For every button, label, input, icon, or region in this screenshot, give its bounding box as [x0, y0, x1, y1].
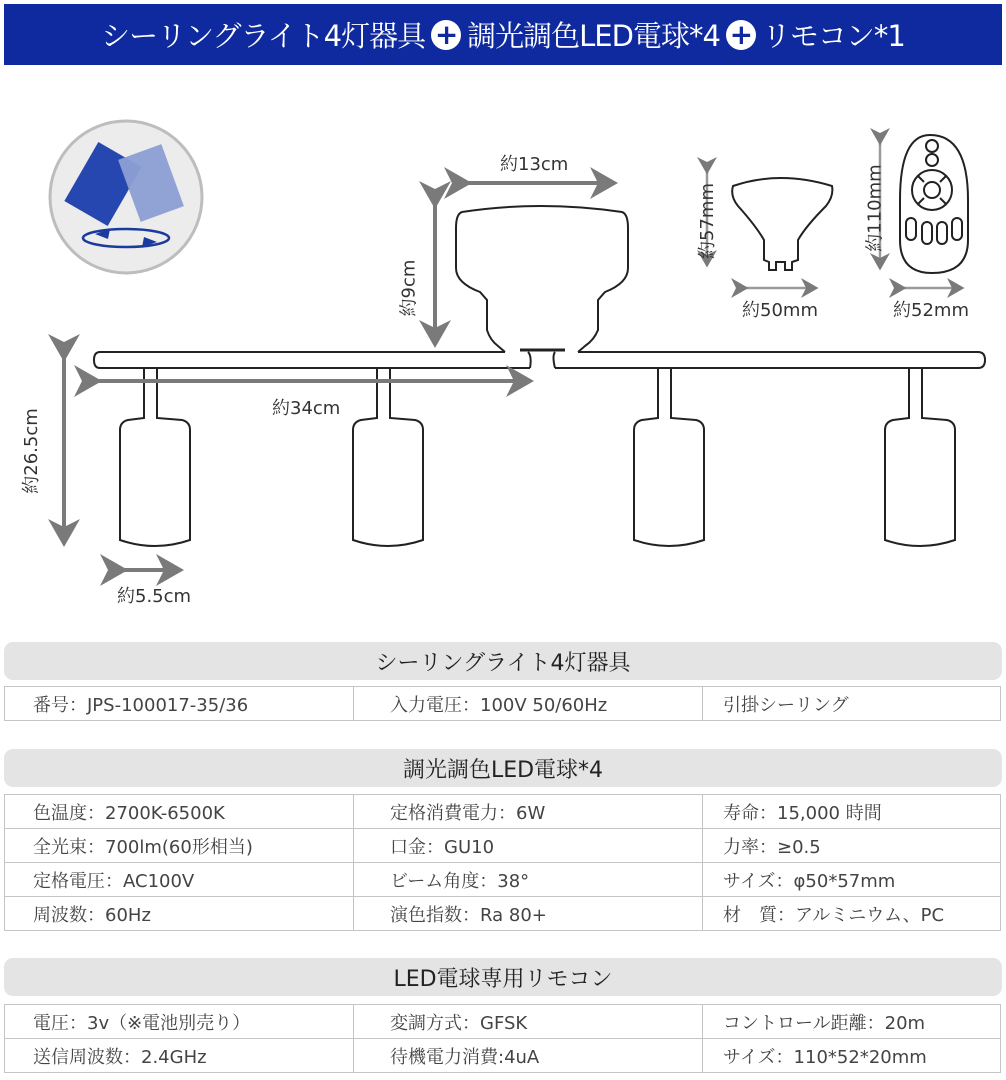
spec-cell: 材 質：アルミニウム、PC [703, 897, 1001, 931]
base-height-label: 約9cm [398, 259, 420, 317]
table-row [5, 1005, 1001, 1039]
banner-bulb-text: 調光調色LED電球*4 [467, 19, 720, 53]
section-title-remote: LED電球専用リモコン [4, 958, 1002, 996]
spec-cell: 変調方式：GFSK [354, 1005, 703, 1039]
remote-height-label: 約110mm [864, 164, 886, 252]
section-title-fixture: シーリングライト4灯器具 [4, 642, 1002, 680]
spec-cell: コントロール距離：20m [703, 1005, 1001, 1039]
spec-cell: サイズ：110*52*20mm [703, 1039, 1001, 1073]
spec-table-remote [4, 1004, 1001, 1073]
spec-cell: ビーム角度：38° [354, 863, 703, 897]
spec-cell: 口金：GU10 [354, 829, 703, 863]
shade-width-label: 約5.5cm [117, 586, 192, 607]
spec-cell: サイズ：φ50*57mm [703, 863, 1001, 897]
rotate-icon [50, 121, 202, 273]
table-row [5, 829, 1001, 863]
spec-table-bulb [4, 794, 1001, 931]
spec-cell: 定格電圧：AC100V [5, 863, 354, 897]
table-row [5, 897, 1001, 931]
bulb-height-label: 約57mm [696, 183, 718, 259]
dimension-diagram [0, 70, 1006, 630]
remote-width-label: 約52mm [893, 300, 969, 321]
spec-cell: 入力電圧：100V 50/60Hz [354, 687, 703, 721]
title-banner [4, 4, 1002, 65]
table-row [5, 1039, 1001, 1073]
banner-fixture-text: シーリングライト4灯器具 [101, 19, 426, 53]
fixture-height-label: 約26.5cm [20, 408, 42, 494]
spec-cell: 定格消費電力：6W [354, 795, 703, 829]
fixture-width-label: 約34cm [272, 398, 341, 419]
spec-cell: 全光束：700lm(60形相当) [5, 829, 354, 863]
spec-cell: 番号：JPS-100017-35/36 [5, 687, 354, 721]
banner-remote-text: リモコン*1 [761, 19, 905, 53]
spec-cell: 演色指数：Ra 80+ [354, 897, 703, 931]
plus-circle-icon: + [726, 20, 756, 50]
spec-cell: 送信周波数：2.4GHz [5, 1039, 354, 1073]
plus-circle-icon: + [431, 20, 461, 50]
spec-cell: 寿命：15,000 時間 [703, 795, 1001, 829]
table-row [5, 863, 1001, 897]
table-row [5, 795, 1001, 829]
section-title-bulb: 調光調色LED電球*4 [4, 749, 1002, 787]
table-row [5, 687, 1001, 721]
base-width-label: 約13cm [500, 154, 569, 175]
bulb-width-label: 約50mm [742, 300, 818, 321]
spec-cell: 待機電力消費:4uA [354, 1039, 703, 1073]
spec-cell: 電圧：3v（※電池別売り） [5, 1005, 354, 1039]
spec-table-fixture [4, 686, 1001, 721]
spec-cell: 力率：≥0.5 [703, 829, 1001, 863]
spec-cell: 引掛シーリング [703, 687, 1001, 721]
spec-cell: 周波数：60Hz [5, 897, 354, 931]
spec-cell: 色温度：2700K-6500K [5, 795, 354, 829]
